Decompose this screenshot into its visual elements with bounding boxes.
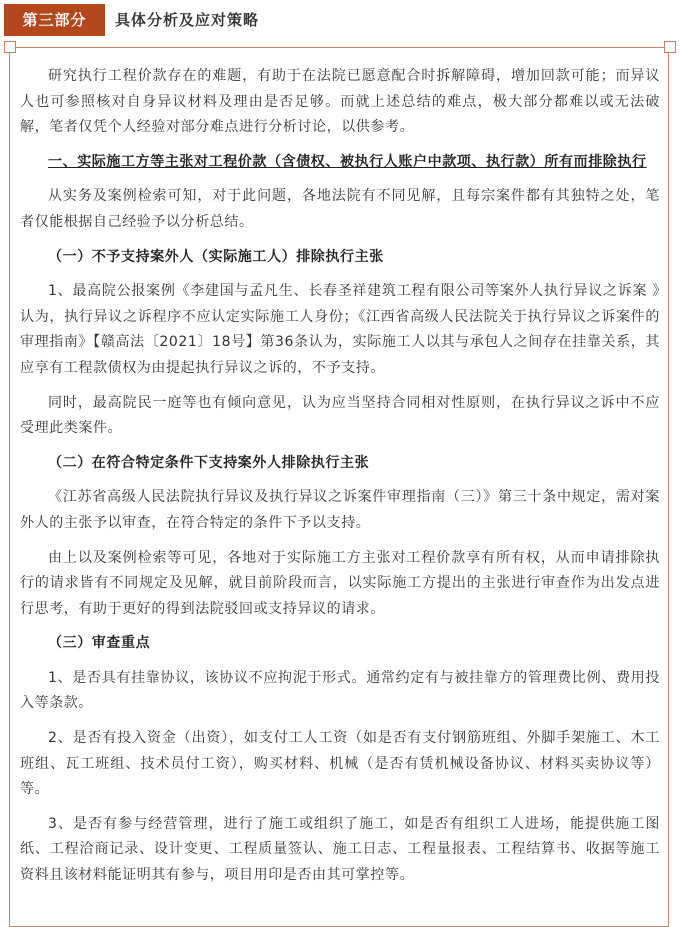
subheading-two: （二）在符合特定条件下支持案外人排除执行主张: [48, 454, 370, 471]
intro-paragraph: 研究执行工程价款存在的难题，有助于在法院已愿意配合时拆解障碍，增加回款可能；而异议人也可参照核对自身异议材料及理由是否足够。而就上述总结的难点，极大部分都难以或无法破解，笔者仅凭个人经验对部分难点进行分析讨论，以供参考。: [20, 68, 660, 136]
list-item: 3、是否有参与经营管理，进行了施工或组织了施工，如是否有组织工人进场，能提供施工图纸、工程洽商记录、设计变更、工程质量签认、施工日志、工程量报表、工程结算书、收据等施工资料且该材料能证明其有参与，项目用印是否由其可掌控等。: [20, 815, 660, 884]
list-item: 2、是否有投入资金（出资），如支付工人工资（如是否有支付钢筋班组、外脚手架施工、木工班组、瓦工班组、技术员付工资），购买材料、机械（是否有赁机械设备协议、材料买卖协议等）等。: [20, 730, 660, 798]
subheading-one: （一）不予支持案外人（实际施工人）排除执行主张: [48, 248, 384, 265]
heading-part-one: 一、实际施工方等主张对工程价款（含债权、被执行人账户中款项、执行款）所有而排除执行: [48, 153, 647, 170]
article-body: [20, 64, 660, 898]
body-paragraph: 同时，最高院民一庭等也有倾向意见，认为应当坚持合同相对性原则，在执行异议之诉中不应受理此类案件。: [20, 394, 660, 437]
frame-corner-decoration: [664, 41, 676, 53]
subheading-three: （三）审查重点: [48, 635, 151, 652]
body-paragraph: 由上以及案例检索等可见，各地对于实际施工方主张对工程价款享有所有权，从而申请排除执行的请求皆有不同规定及见解，就目前阶段而言，以实际施工方提出的主张进行审查作为出发点进行思考，有助于更好的得到法院驳回或支持异议的请求。: [20, 549, 660, 617]
section-title: 具体分析及应对策略: [115, 11, 260, 29]
body-paragraph: 《江苏省高级人民法院执行异议及执行异议之诉案件审理指南（三）》第三十条中规定，需对案外人的主张予以审查，在符合特定的条件下予以支持。: [20, 489, 660, 531]
frame-corner-decoration: [4, 41, 16, 53]
body-paragraph: 1、最高院公报案例《李建国与孟凡生、长春圣祥建筑工程有限公司等案外人执行异议之诉案 》认为，执行异议之诉程序不应认定实际施工人身份；《江西省高级人民法院关于执行异议之诉案件的审理指南》【赣高法〔2021〕18号】第36条认为，实际施工人以其与承包人之间存在挂靠关系，其应享有工程款债权为由提起执行异议之诉的，不予支持。: [20, 283, 660, 376]
body-paragraph: 从实务及案例检索可知，对于此问题，各地法院有不同见解，且每宗案件都有其独特之处，笔者仅能根据自己经验予以分析总结。: [20, 188, 660, 230]
list-item: 1、是否具有挂靠协议，该协议不应拘泥于形式。通常约定有与被挂靠方的管理费比例、费用投入等条款。: [20, 669, 660, 712]
section-label-tab: 第三部分: [4, 4, 105, 36]
section-header: [0, 0, 680, 40]
